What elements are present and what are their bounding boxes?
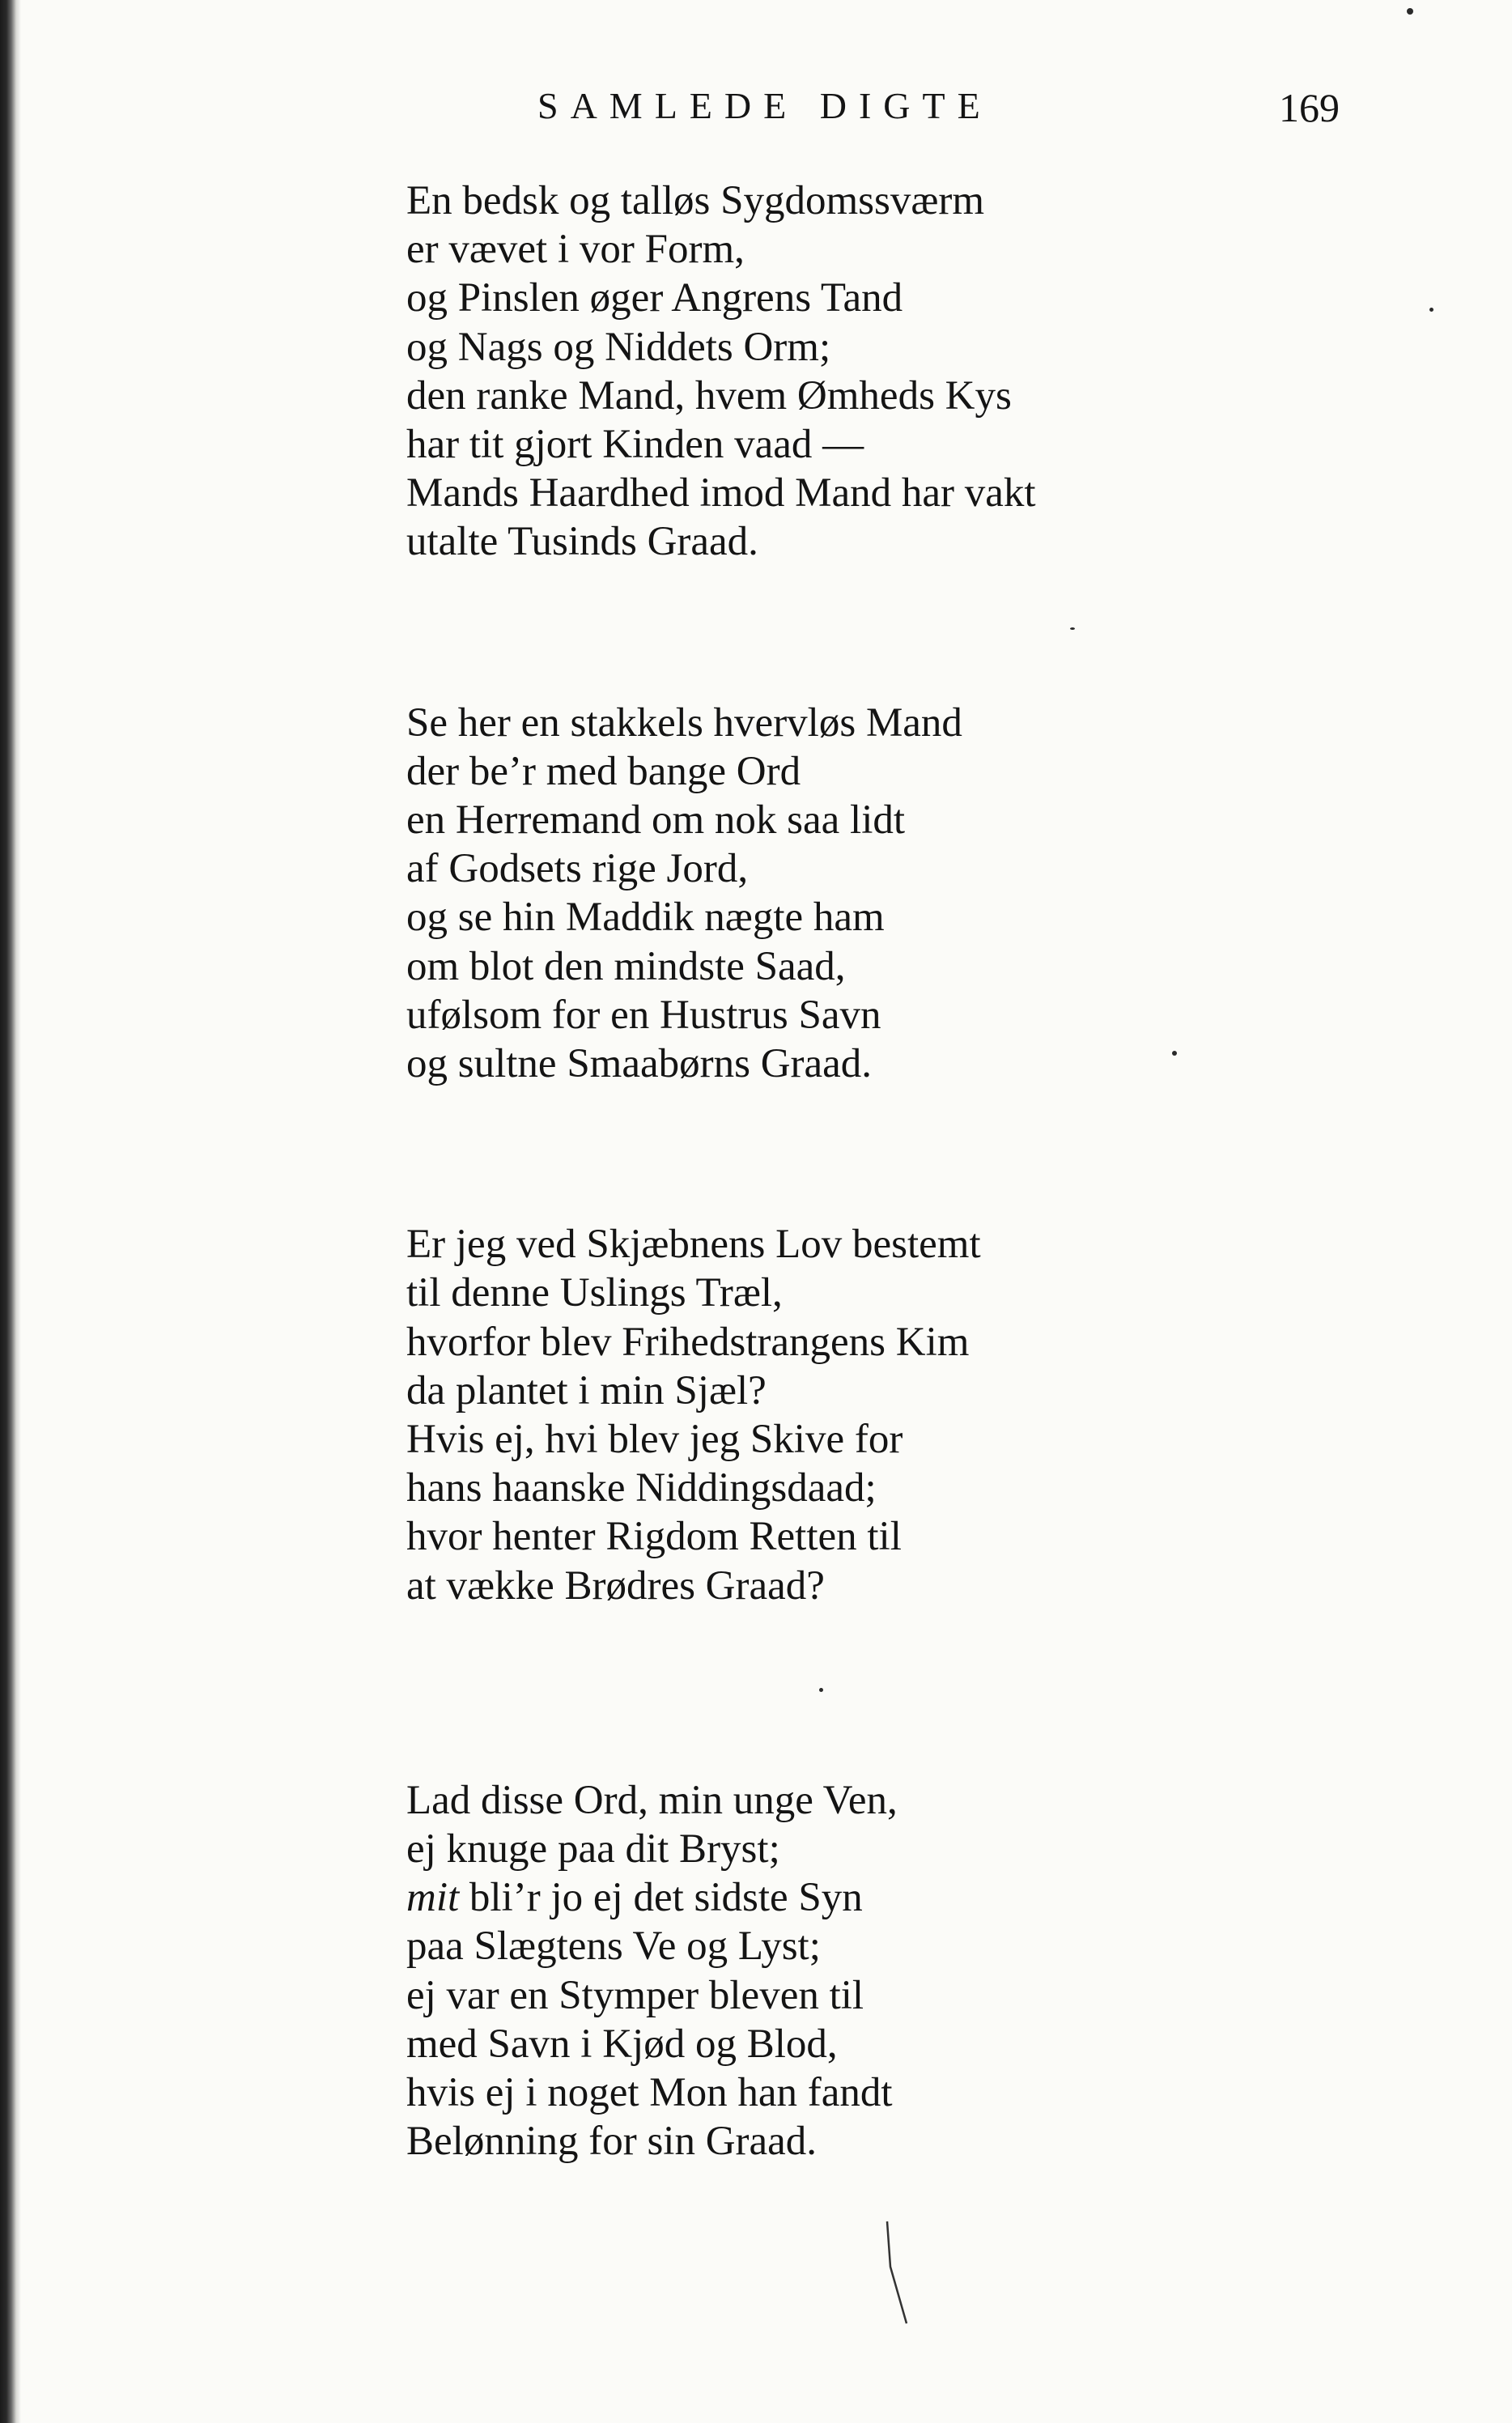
verse-line: og sultne Smaabørns Graad.	[406, 1041, 873, 1087]
dust-speck	[1407, 8, 1413, 15]
verse-line: hans haanske Niddingsdaad;	[406, 1465, 877, 1511]
page-number: 169	[1279, 85, 1340, 130]
verse-line-rest: bli’r jo ej det sidste Syn	[469, 1875, 863, 1921]
stanza-3	[406, 1220, 1036, 1610]
verse-line: ej var en Stymper bleven til	[406, 1972, 864, 2018]
verse-line: og Nags og Niddets Orm;	[406, 324, 831, 370]
verse-line: Belønning for sin Graad.	[406, 2119, 818, 2165]
verse-line: og se hin Maddik nægte ham	[406, 895, 885, 941]
verse-line: og Pinslen øger Angrens Tand	[406, 275, 903, 321]
dust-speck	[1172, 1051, 1177, 1056]
verse-line: hvorfor blev Frihedstrangens Kim	[406, 1319, 970, 1365]
verse-line: ej knuge paa dit Bryst;	[406, 1826, 780, 1873]
poem-body	[406, 176, 1036, 2166]
scanned-page-edge	[0, 0, 21, 2423]
pencil-mark	[882, 2218, 915, 2332]
verse-line: En bedsk og talløs Sygdomssværm	[406, 178, 985, 223]
verse-line: med Savn i Kjød og Blod,	[406, 2021, 838, 2067]
dust-speck	[1070, 627, 1075, 630]
verse-line: ufølsom for en Hustrus Savn	[406, 992, 881, 1038]
verse-line: Mands Haardhed imod Mand har vakt	[406, 470, 1036, 516]
verse-line	[406, 1873, 1036, 1922]
verse-line: til denne Uslings Træl,	[406, 1270, 783, 1316]
verse-line: der be’r med bange Ord	[406, 748, 801, 794]
dust-speck	[819, 1688, 823, 1692]
verse-line: Er jeg ved Skjæbnens Lov bestemt	[406, 1222, 981, 1268]
dust-speck	[1429, 308, 1433, 312]
verse-line: en Herremand om nok saa lidt	[406, 797, 906, 844]
verse-line: da plantet i min Sjæl?	[406, 1367, 767, 1413]
running-header-title: SAMLEDE DIGTE	[537, 85, 992, 126]
stanza-2	[406, 699, 1036, 1089]
verse-line: af Godsets rige Jord,	[406, 846, 749, 892]
verse-line: paa Slægtens Ve og Lyst;	[406, 1924, 821, 1970]
verse-line: den ranke Mand, hvem Ømheds Kys	[406, 372, 1012, 419]
stanza-4	[406, 1776, 1036, 2166]
italic-word: mit	[406, 1875, 460, 1921]
verse-line: hvis ej i noget Mon han fandt	[406, 2070, 893, 2116]
stanza-1	[406, 176, 1036, 567]
verse-line: Se her en stakkels hvervløs Mand	[406, 699, 962, 746]
verse-line: er vævet i vor Form,	[406, 227, 745, 273]
verse-line: utalte Tusinds Graad.	[406, 519, 758, 565]
verse-line: Lad disse Ord, min unge Ven,	[406, 1777, 898, 1823]
verse-line: at vække Brødres Graad?	[406, 1562, 825, 1609]
verse-line: hvor henter Rigdom Retten til	[406, 1514, 902, 1560]
verse-line: har tit gjort Kinden vaad —	[406, 422, 864, 468]
verse-line: om blot den mindste Saad,	[406, 943, 846, 989]
verse-line: Hvis ej, hvi blev jeg Skive for	[406, 1417, 903, 1463]
